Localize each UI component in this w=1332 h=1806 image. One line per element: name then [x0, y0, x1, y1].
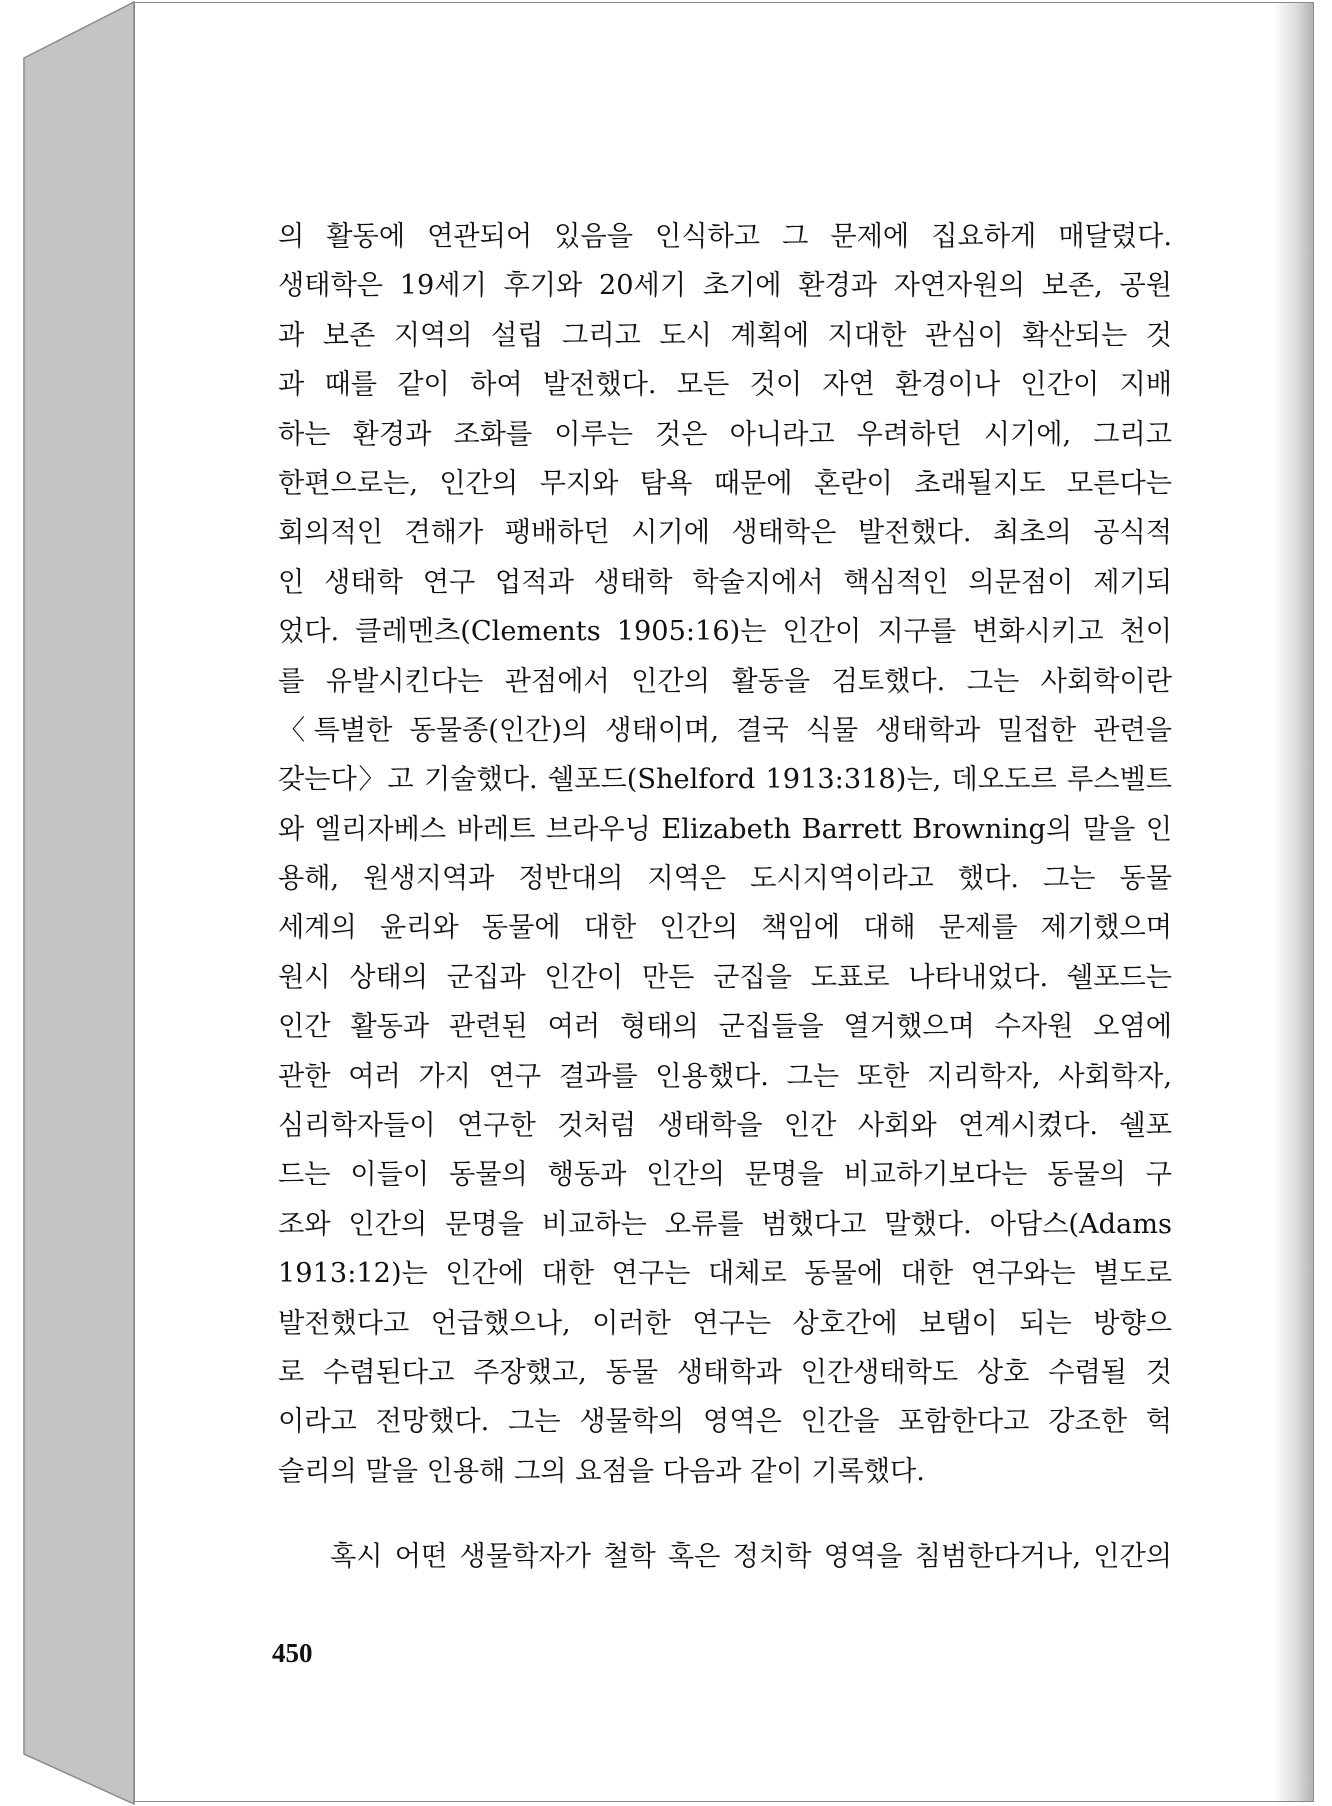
text-line: 를 유발시킨다는 관점에서 인간의 활동을 검토했다. 그는 사회학이란: [278, 665, 1172, 697]
text-line: 과 보존 지역의 설립 그리고 도시 계획에 지대한 관심이 확산되는 것: [278, 319, 1172, 351]
text-line: 드는 이들이 동물의 행동과 인간의 문명을 비교하기보다는 동물의 구: [278, 1159, 1172, 1191]
text-line: 로 수렴된다고 주장했고, 동물 생태학과 인간생태학도 상호 수렴될 것: [278, 1356, 1172, 1388]
body-paragraph: [278, 212, 1172, 1496]
text-line: 〈특별한 동물종(인간)의 생태이며, 결국 식물 생태학과 밀접한 관련을: [278, 714, 1172, 746]
text-line: 하는 환경과 조화를 이루는 것은 아니라고 우려하던 시기에, 그리고: [278, 418, 1172, 450]
text-line: 인 생태학 연구 업적과 생태학 학술지에서 핵심적인 의문점이 제기되: [278, 566, 1172, 598]
text-line: 인간 활동과 관련된 여러 형태의 군집들을 열거했으며 수자원 오염에: [278, 1011, 1172, 1043]
text-line: 의 활동에 연관되어 있음을 인식하고 그 문제에 집요하게 매달렸다.: [278, 221, 1172, 252]
text-line: 생태학은 19세기 후기와 20세기 초기에 환경과 자연자원의 보존, 공원: [278, 270, 1172, 302]
text-line: 한편으로는, 인간의 무지와 탐욕 때문에 혼란이 초래될지도 모른다는: [278, 467, 1172, 499]
text-line: 1913:12)는 인간에 대한 연구는 대체로 동물에 대한 연구와는 별도로: [278, 1258, 1172, 1290]
page-edge-shadow: [1273, 3, 1313, 1801]
text-line: 과 때를 같이 하여 발전했다. 모든 것이 자연 환경이나 인간이 지배: [278, 369, 1172, 401]
text-line: 갖는다〉고 기술했다. 쉘포드(Shelford 1913:318)는, 데오도르 루스벨트: [278, 764, 1172, 796]
text-line: 용해, 원생지역과 정반대의 지역은 도시지역이라고 했다. 그는 동물: [278, 863, 1172, 895]
text-line: 심리학자들이 연구한 것처럼 생태학을 인간 사회와 연계시켰다. 쉘포: [278, 1110, 1172, 1142]
text-line: 회의적인 견해가 팽배하던 시기에 생태학은 발전했다. 최초의 공식적: [278, 517, 1172, 549]
text-line: 이라고 전망했다. 그는 생물학의 영역은 인간을 포함한다고 강조한 헉: [278, 1406, 1172, 1438]
text-line: 었다. 클레멘츠(Clements 1905:16)는 인간이 지구를 변화시키고 천이: [278, 616, 1172, 648]
text-line: 관한 여러 가지 연구 결과를 인용했다. 그는 또한 지리학자, 사회학자,: [278, 1060, 1172, 1092]
text-line: 발전했다고 언급했으나, 이러한 연구는 상호간에 보탬이 되는 방향으: [278, 1307, 1172, 1339]
text-line: 와 엘리자베스 바레트 브라우닝 Elizabeth Barrett Browning의 말을 인: [278, 813, 1172, 845]
text-line: 조와 인간의 문명을 비교하는 오류를 범했다고 말했다. 아담스(Adams: [278, 1208, 1172, 1240]
text-line: 슬리의 말을 인용해 그의 요점을 다음과 같이 기록했다.: [278, 1455, 925, 1487]
text-line: 원시 상태의 군집과 인간이 만든 군집을 도표로 나타내었다. 쉘포드는: [278, 961, 1172, 993]
text-line: 세계의 윤리와 동물에 대한 인간의 책임에 대해 문제를 제기했으며: [278, 912, 1172, 944]
quote-paragraph: 혹시 어떤 생물학자가 철학 혹은 정치학 영역을 침범한다거나, 인간의: [330, 1541, 1172, 1572]
page-number: 450: [272, 1638, 313, 1668]
